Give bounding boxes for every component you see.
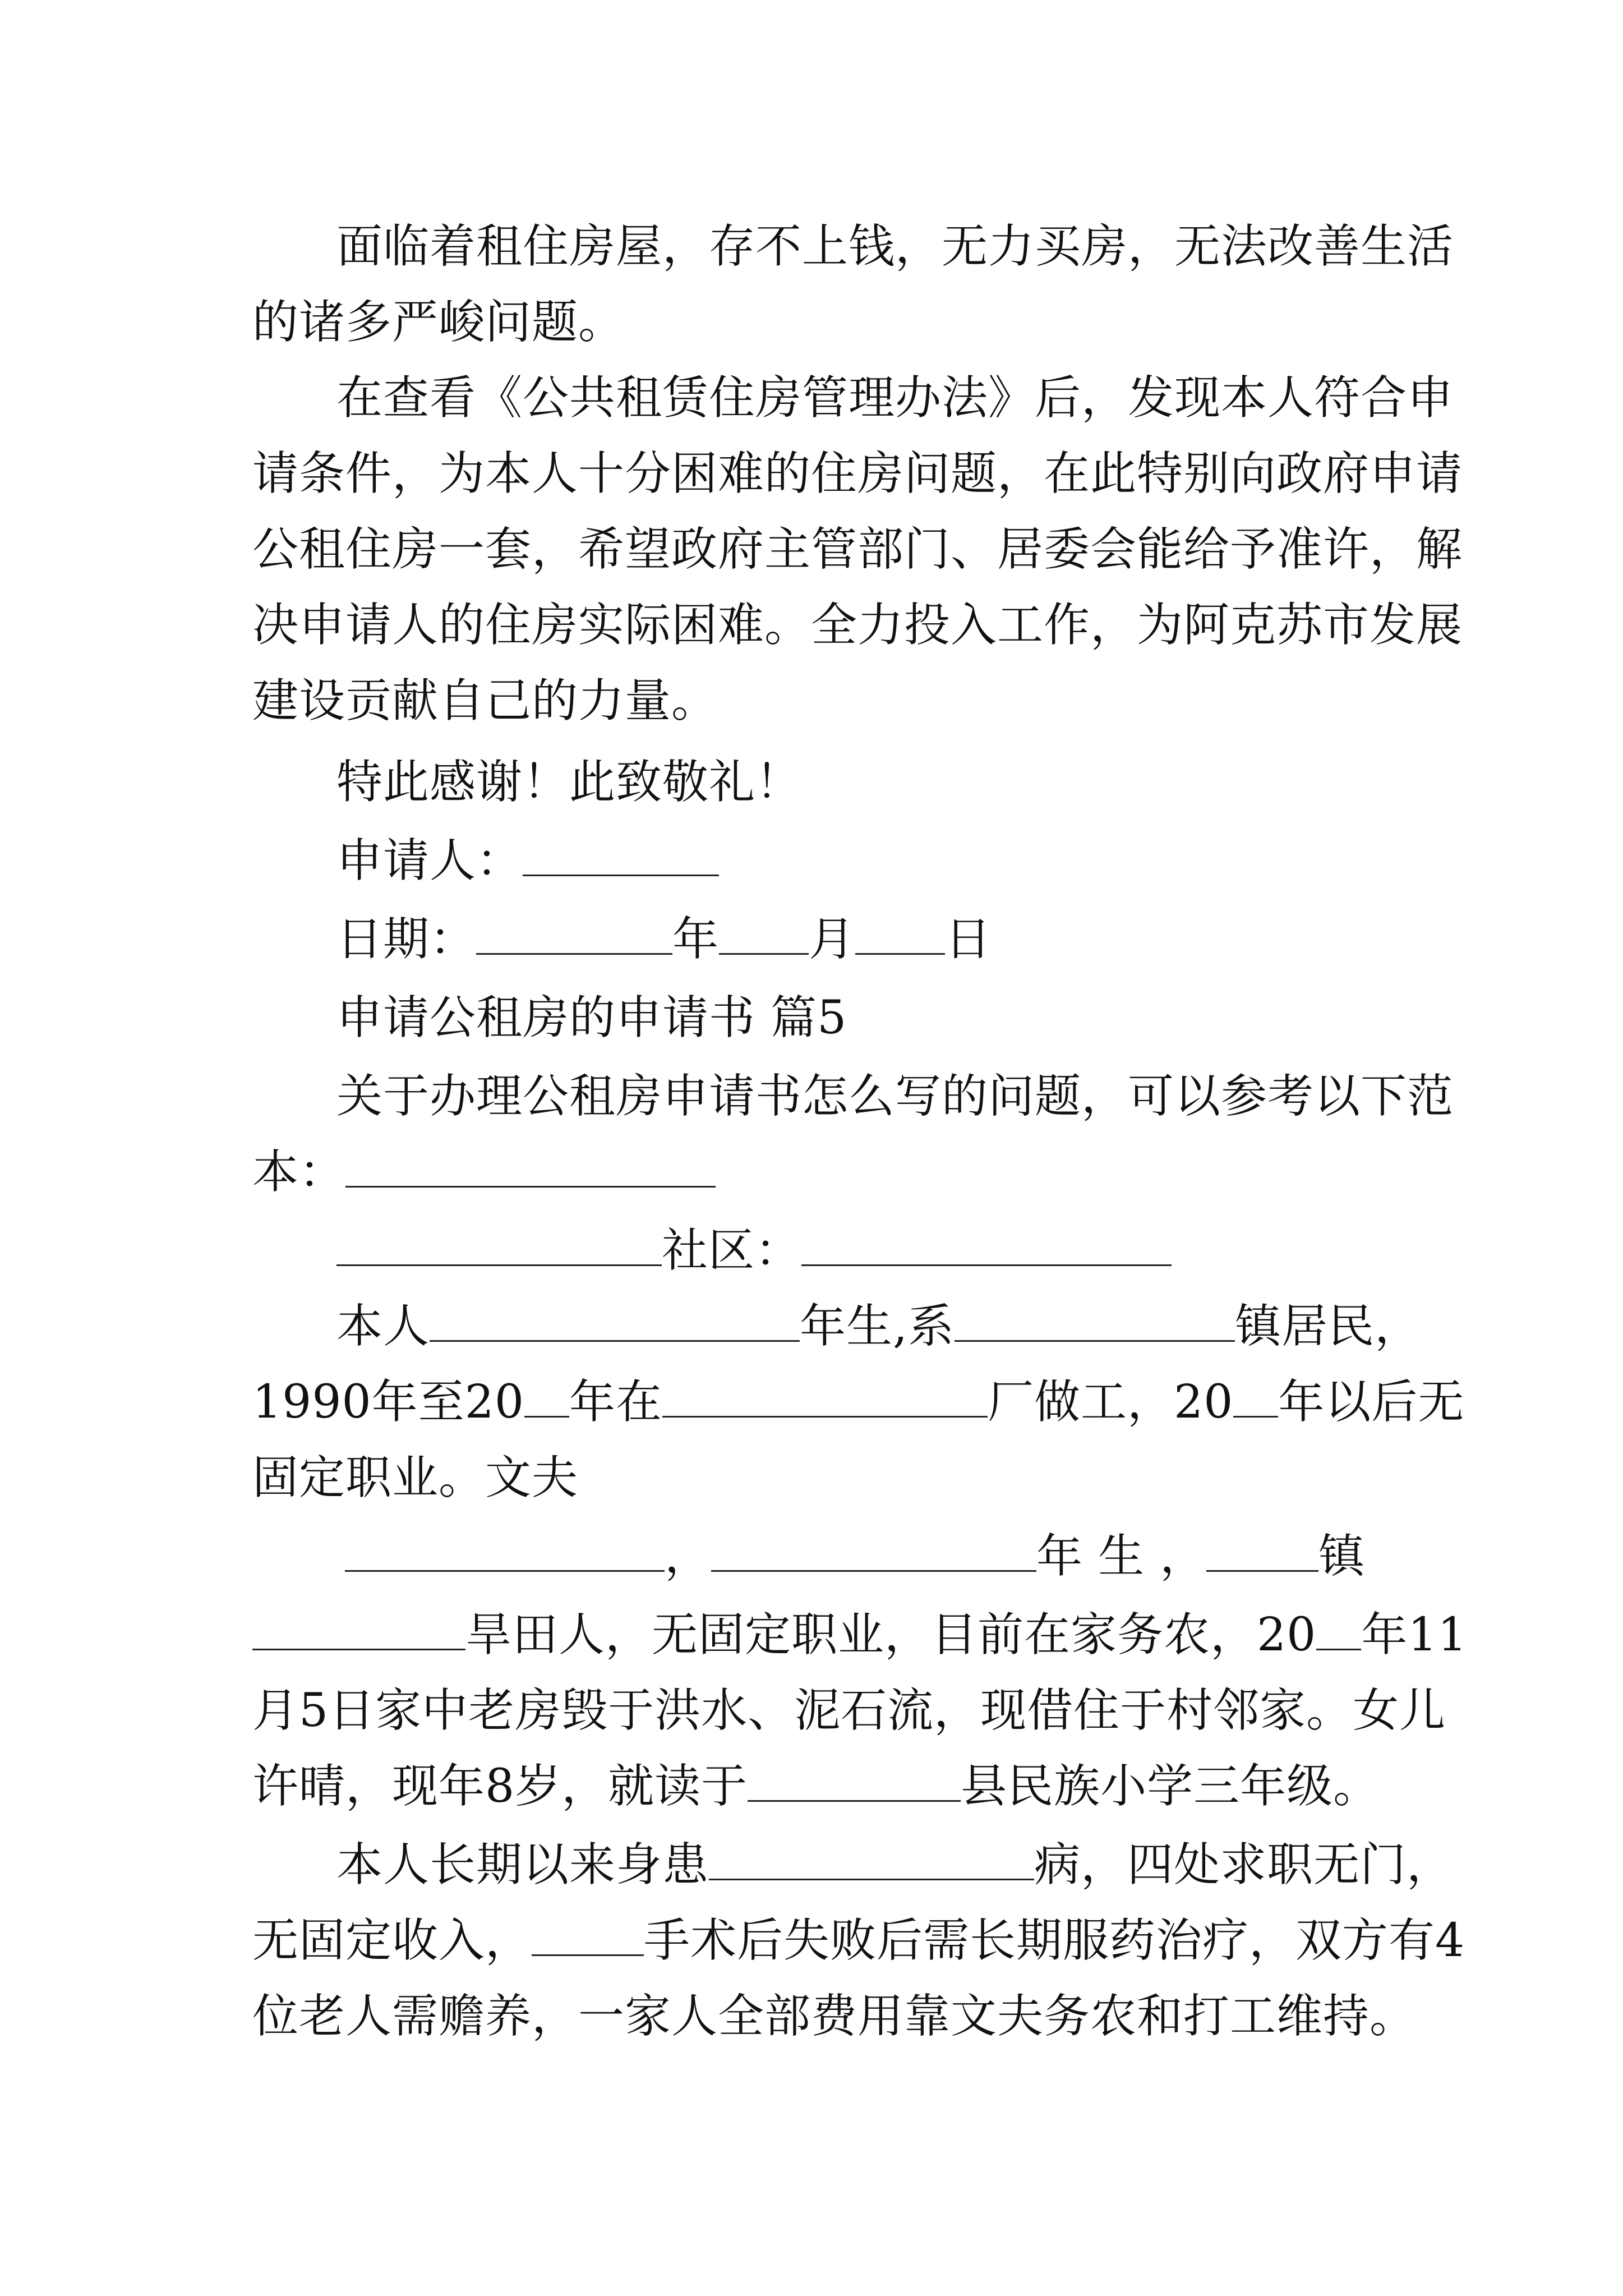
fill-blank — [430, 1299, 800, 1342]
day-blank — [855, 912, 945, 955]
fill-blank — [1233, 1374, 1278, 1418]
date-line: 日期： 年 月 日 — [336, 913, 992, 966]
fill-blank — [709, 1837, 1034, 1880]
text-line: 在查看《公共租赁住房管理办法》后，发现本人符合申 — [336, 371, 1454, 425]
text-line: 请条件，为本人十分困难的住房问题，在此特别向政府申请 — [252, 447, 1463, 500]
text-line: 旱田人，无固定职业，目前在家务农，20 年11 — [252, 1607, 1468, 1663]
fill-blank — [252, 1607, 465, 1650]
fill-blank — [345, 1529, 665, 1572]
fill-blank — [711, 1529, 1036, 1572]
fill-blank — [524, 1374, 569, 1418]
applicant-line: 申请人： — [336, 833, 719, 889]
closing-line: 特此感谢！此致敬礼！ — [336, 756, 803, 809]
text-line: 许晴，现年8岁，就读于 县民族小学三年级。 — [252, 1760, 1380, 1813]
month-blank — [719, 912, 809, 955]
text-line: 1990年至20 年在 厂做工，20 年以后无 — [252, 1375, 1465, 1429]
text-line: 决申请人的住房实际困难。全力投入工作，为阿克苏市发展 — [252, 599, 1463, 652]
fill-blank — [345, 1144, 716, 1188]
applicant-blank — [523, 833, 719, 876]
community-blank — [801, 1223, 1172, 1266]
fill-blank — [1316, 1607, 1361, 1650]
text-line: 建设贡献自己的力量。 — [252, 674, 718, 728]
year-blank — [476, 912, 672, 955]
section-heading: 申请公租房的申请书 篇5 — [336, 991, 847, 1045]
fill-blank — [1206, 1529, 1318, 1572]
fill-blank — [532, 1913, 644, 1956]
text-line: 位老人需赡养，一家人全部费用靠文夫务农和打工维持。 — [252, 1990, 1417, 2043]
text-line: 公租住房一套，希望政府主管部门、居委会能给予准许，解 — [252, 523, 1463, 576]
fill-blank — [748, 1759, 961, 1802]
fill-blank — [955, 1299, 1235, 1342]
text-line: 本： — [252, 1144, 716, 1200]
fill-blank — [336, 1223, 662, 1266]
text-line: 关于办理公租房申请书怎么写的问题，可以参考以下范 — [336, 1070, 1454, 1123]
text-line: 无固定收入， 手术后失败后需长期服药治疗，双方有4 — [252, 1914, 1465, 1967]
text-line: 本人长期以来身患 病，四处求职无门， — [336, 1838, 1454, 1892]
text-line: 固定职业。文夫 — [252, 1451, 579, 1504]
text-line: 面临着租住房屋，存不上钱，无力买房，无法改善生活 — [336, 220, 1454, 273]
text-line: ， 年 生 ， 镇 — [345, 1529, 1365, 1585]
community-line: 社区： — [336, 1223, 1172, 1279]
fill-blank — [662, 1374, 988, 1418]
text-line: 月5日家中老房毁于洪水、泥石流，现借住于村邻家。女儿 — [252, 1684, 1446, 1737]
text-line: 的诸多严峻问题。 — [252, 296, 625, 349]
text-line: 本人 年生,系 镇居民， — [336, 1300, 1422, 1353]
